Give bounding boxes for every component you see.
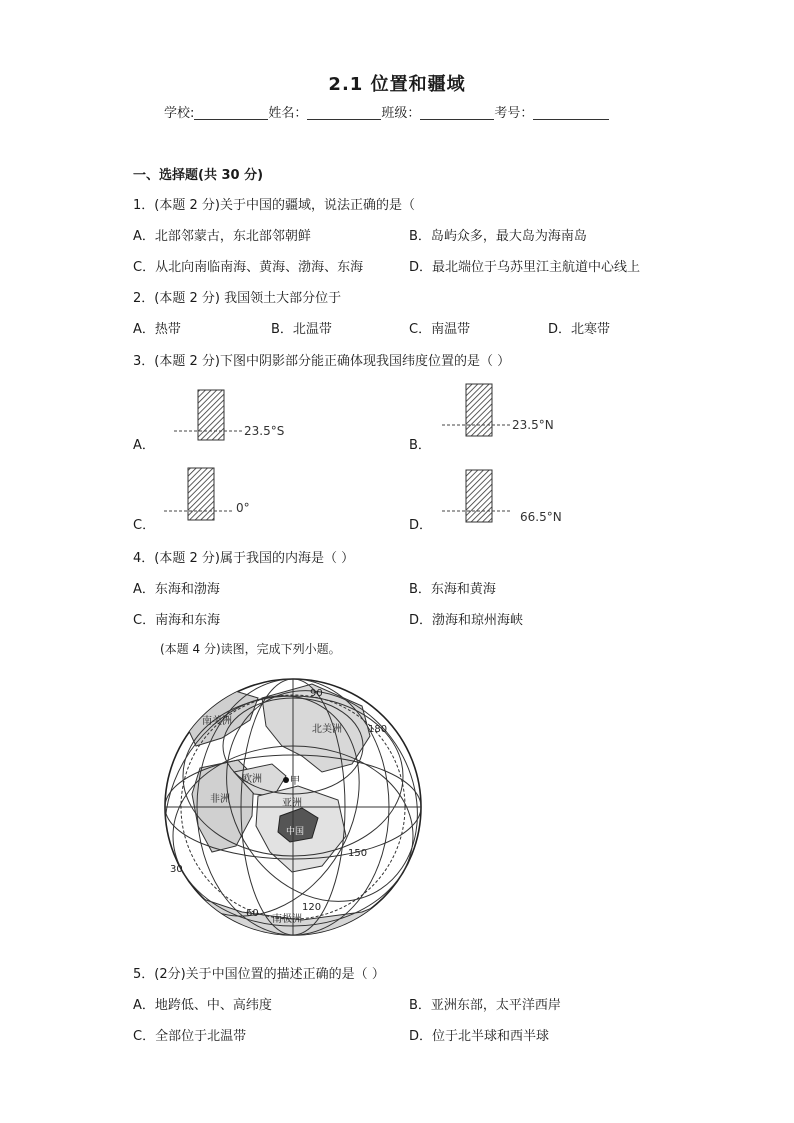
question-2-stem: 2．(本题 2 分) 我国领土大部分位于 bbox=[133, 291, 342, 306]
page-title: 2.1 位置和疆域 bbox=[328, 74, 466, 95]
section-title: 一、选择题(共 30 分) bbox=[133, 168, 264, 183]
map-label-china: 中国 bbox=[286, 827, 305, 837]
question-5-option-d[interactable]: D．位于北半球和西半球 bbox=[409, 1029, 550, 1044]
question-4-option-c[interactable]: C．南海和东海 bbox=[133, 613, 221, 628]
question-2-option-b[interactable]: B．北温带 bbox=[271, 322, 332, 337]
question-4-option-d[interactable]: D．渤海和琼州海峡 bbox=[409, 613, 524, 628]
exam-number-label: 考号： bbox=[494, 106, 534, 121]
name-label: 姓名： bbox=[268, 106, 308, 121]
question-3-stem: 3．(本题 2 分)下图中阴影部分能正确体现我国纬度位置的是（ ） bbox=[133, 354, 511, 369]
point-jia bbox=[283, 777, 289, 783]
question-4-option-a[interactable]: A．东海和渤海 bbox=[133, 582, 220, 597]
latitude-label: 0° bbox=[236, 501, 250, 515]
latitude-label: 23.5°S bbox=[244, 424, 285, 438]
map-label-jia: 甲 bbox=[290, 776, 300, 787]
school-label: 学校: bbox=[164, 106, 195, 121]
question-2-option-d[interactable]: D．北寒带 bbox=[548, 322, 611, 337]
question-5-stem: 5．(2分)关于中国位置的描述正确的是（ ） bbox=[133, 967, 385, 982]
latitude-label: 23.5°N bbox=[512, 418, 554, 432]
class-blank[interactable] bbox=[420, 105, 494, 120]
question-1-stem: 1．(本题 2 分)关于中国的疆域，说法正确的是（ bbox=[133, 198, 415, 213]
question-2-option-a[interactable]: A．热带 bbox=[133, 322, 181, 337]
school-blank[interactable] bbox=[194, 105, 268, 120]
map-label-asia: 亚洲 bbox=[282, 798, 302, 809]
map-label-150: 150 bbox=[348, 848, 368, 859]
question-1-option-b[interactable]: B．岛屿众多，最大岛为海南岛 bbox=[409, 229, 587, 244]
map-label-90: 90 bbox=[310, 688, 323, 699]
latitude-label: 66.5°N bbox=[520, 510, 562, 524]
map-label-60: 60 bbox=[246, 908, 259, 919]
diagram-a bbox=[160, 384, 300, 446]
diagram-d bbox=[436, 466, 576, 528]
exam-number-blank[interactable] bbox=[533, 105, 609, 120]
shaded-latitude-band bbox=[466, 470, 492, 522]
map-label-antarctica: 南极洲 bbox=[272, 914, 302, 925]
shaded-latitude-band bbox=[466, 384, 492, 436]
question-3-option-d[interactable]: D． bbox=[409, 518, 433, 533]
question-3-option-c[interactable]: C． bbox=[133, 518, 156, 533]
question-4-option-b[interactable]: B．东海和黄海 bbox=[409, 582, 496, 597]
map-label-120: 120 bbox=[302, 902, 322, 913]
question-5-option-c[interactable]: C．全部位于北温带 bbox=[133, 1029, 247, 1044]
shaded-latitude-band bbox=[198, 390, 224, 440]
shaded-latitude-band bbox=[188, 468, 214, 520]
map-label-north-america: 北美洲 bbox=[312, 724, 342, 735]
question-3-option-b[interactable]: B． bbox=[409, 438, 431, 453]
reading-prompt: (本题 4 分)读图，完成下列小题。 bbox=[160, 642, 341, 656]
question-4-stem: 4．(本题 2 分)属于我国的内海是（ ） bbox=[133, 551, 355, 566]
globe-map bbox=[162, 676, 424, 938]
map-label-180: 180 bbox=[368, 724, 388, 735]
class-label: 班级： bbox=[381, 106, 421, 121]
student-info-line bbox=[164, 102, 609, 121]
map-label-africa: 非洲 bbox=[210, 794, 230, 805]
map-label-south-america: 南美洲 bbox=[202, 716, 232, 727]
question-3-option-a[interactable]: A． bbox=[133, 438, 155, 453]
question-1-option-a[interactable]: A．北部邻蒙古，东北部邻朝鲜 bbox=[133, 229, 311, 244]
diagram-b bbox=[436, 380, 576, 442]
diagram-c bbox=[160, 464, 300, 526]
question-1-option-d[interactable]: D．最北端位于乌苏里江主航道中心线上 bbox=[409, 260, 641, 275]
question-5-option-b[interactable]: B．亚洲东部，太平洋西岸 bbox=[409, 998, 561, 1013]
question-2-option-c[interactable]: C．南温带 bbox=[409, 322, 471, 337]
map-label-30: 30 bbox=[170, 864, 183, 875]
name-blank[interactable] bbox=[307, 105, 381, 120]
map-label-europe: 欧洲 bbox=[242, 774, 262, 785]
question-1-option-c[interactable]: C．从北向南临南海、黄海、渤海、东海 bbox=[133, 260, 364, 275]
question-5-option-a[interactable]: A．地跨低、中、高纬度 bbox=[133, 998, 272, 1013]
